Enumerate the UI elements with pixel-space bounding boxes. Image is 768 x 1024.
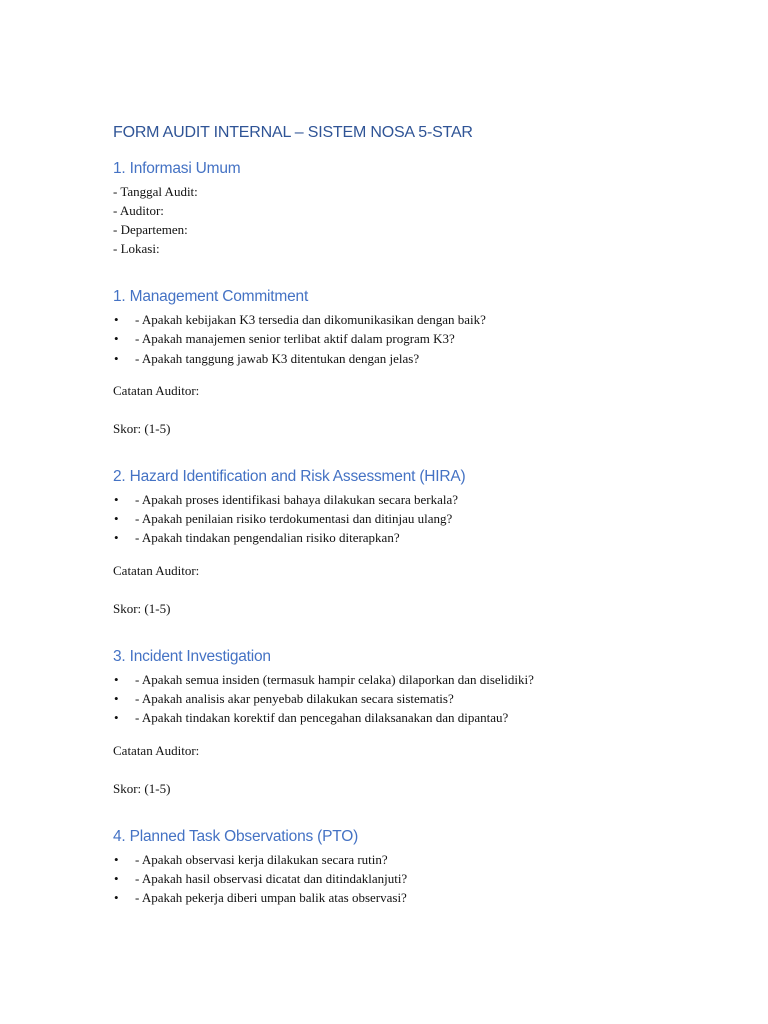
- list-item: [113, 329, 733, 348]
- list-item: [113, 850, 733, 869]
- bullet-icon: •: [114, 530, 119, 546]
- bullet-icon: •: [114, 491, 119, 507]
- section-heading: 3. Incident Investigation: [113, 647, 271, 665]
- bullet-icon: •: [114, 331, 119, 347]
- section-management-commitment: [113, 288, 733, 438]
- list-item: [113, 869, 733, 888]
- question-text: - Apakah tanggung jawab K3 ditentukan dengan jelas?: [135, 350, 420, 366]
- list-item: [113, 509, 733, 528]
- question-text: - Apakah hasil observasi dicatat dan ditindaklanjuti?: [135, 870, 408, 886]
- bullet-icon: •: [114, 890, 119, 906]
- question-text: - Apakah kebijakan K3 tersedia dan dikomunikasikan dengan baik?: [135, 312, 486, 327]
- auditor-note-label: Catatan Auditor:: [113, 742, 200, 758]
- list-item: [113, 708, 733, 727]
- document-title: FORM AUDIT INTERNAL – SISTEM NOSA 5-STAR: [113, 124, 473, 141]
- list-item: [113, 490, 733, 509]
- section-heading: 2. Hazard Identification and Risk Assessment (HIRA): [113, 467, 466, 485]
- bullet-icon: •: [114, 691, 119, 707]
- section-planned-task-observations: [113, 828, 733, 908]
- list-item: [113, 528, 733, 547]
- question-text: - Apakah penilaian risiko terdokumentasi dan ditinjau ulang?: [135, 511, 453, 527]
- bullet-icon: •: [114, 350, 119, 366]
- section-hira: [113, 468, 733, 618]
- list-item: [113, 689, 733, 708]
- section-heading: 4. Planned Task Observations (PTO): [113, 827, 359, 845]
- document-content: [113, 124, 733, 938]
- score-label: Skor: (1-5): [113, 780, 171, 796]
- bullet-icon: •: [114, 851, 119, 867]
- question-list: [113, 310, 733, 368]
- question-text: - Apakah semua insiden (termasuk hampir celaka) dilaporkan dan diselidiki?: [135, 671, 534, 687]
- question-text: - Apakah observasi kerja dilakukan secara rutin?: [135, 851, 388, 867]
- list-item: [113, 888, 733, 907]
- info-heading: 1. Informasi Umum: [113, 160, 241, 177]
- score-label: Skor: (1-5): [113, 600, 171, 616]
- info-line-date: - Tanggal Audit:: [113, 184, 198, 199]
- info-line-auditor: - Auditor:: [113, 203, 164, 218]
- score-label: Skor: (1-5): [113, 420, 171, 436]
- question-list: [113, 490, 733, 548]
- bullet-icon: •: [114, 671, 119, 687]
- bullet-icon: •: [114, 710, 119, 726]
- section-heading: 1. Management Commitment: [113, 288, 309, 305]
- auditor-note-label: Catatan Auditor:: [113, 562, 200, 578]
- bullet-icon: •: [114, 312, 119, 327]
- bullet-icon: •: [114, 511, 119, 527]
- question-list: [113, 670, 733, 728]
- list-item: [113, 349, 733, 368]
- question-list: [113, 850, 733, 908]
- question-text: - Apakah analisis akar penyebab dilakukan secara sistematis?: [135, 691, 454, 707]
- question-text: - Apakah manajemen senior terlibat aktif dalam program K3?: [135, 331, 455, 347]
- question-text: - Apakah tindakan korektif dan pencegahan dilaksanakan dan dipantau?: [135, 710, 509, 726]
- list-item: [113, 670, 733, 689]
- auditor-note-label: Catatan Auditor:: [113, 382, 200, 398]
- info-line-department: - Departemen:: [113, 222, 188, 237]
- info-line-location: - Lokasi:: [113, 241, 160, 256]
- question-text: - Apakah proses identifikasi bahaya dilakukan secara berkala?: [135, 491, 459, 507]
- list-item: [113, 310, 733, 329]
- info-section: [113, 160, 733, 258]
- question-text: - Apakah tindakan pengendalian risiko diterapkan?: [135, 530, 400, 546]
- bullet-icon: •: [114, 870, 119, 886]
- section-incident-investigation: [113, 648, 733, 798]
- question-text: - Apakah pekerja diberi umpan balik atas observasi?: [135, 890, 407, 906]
